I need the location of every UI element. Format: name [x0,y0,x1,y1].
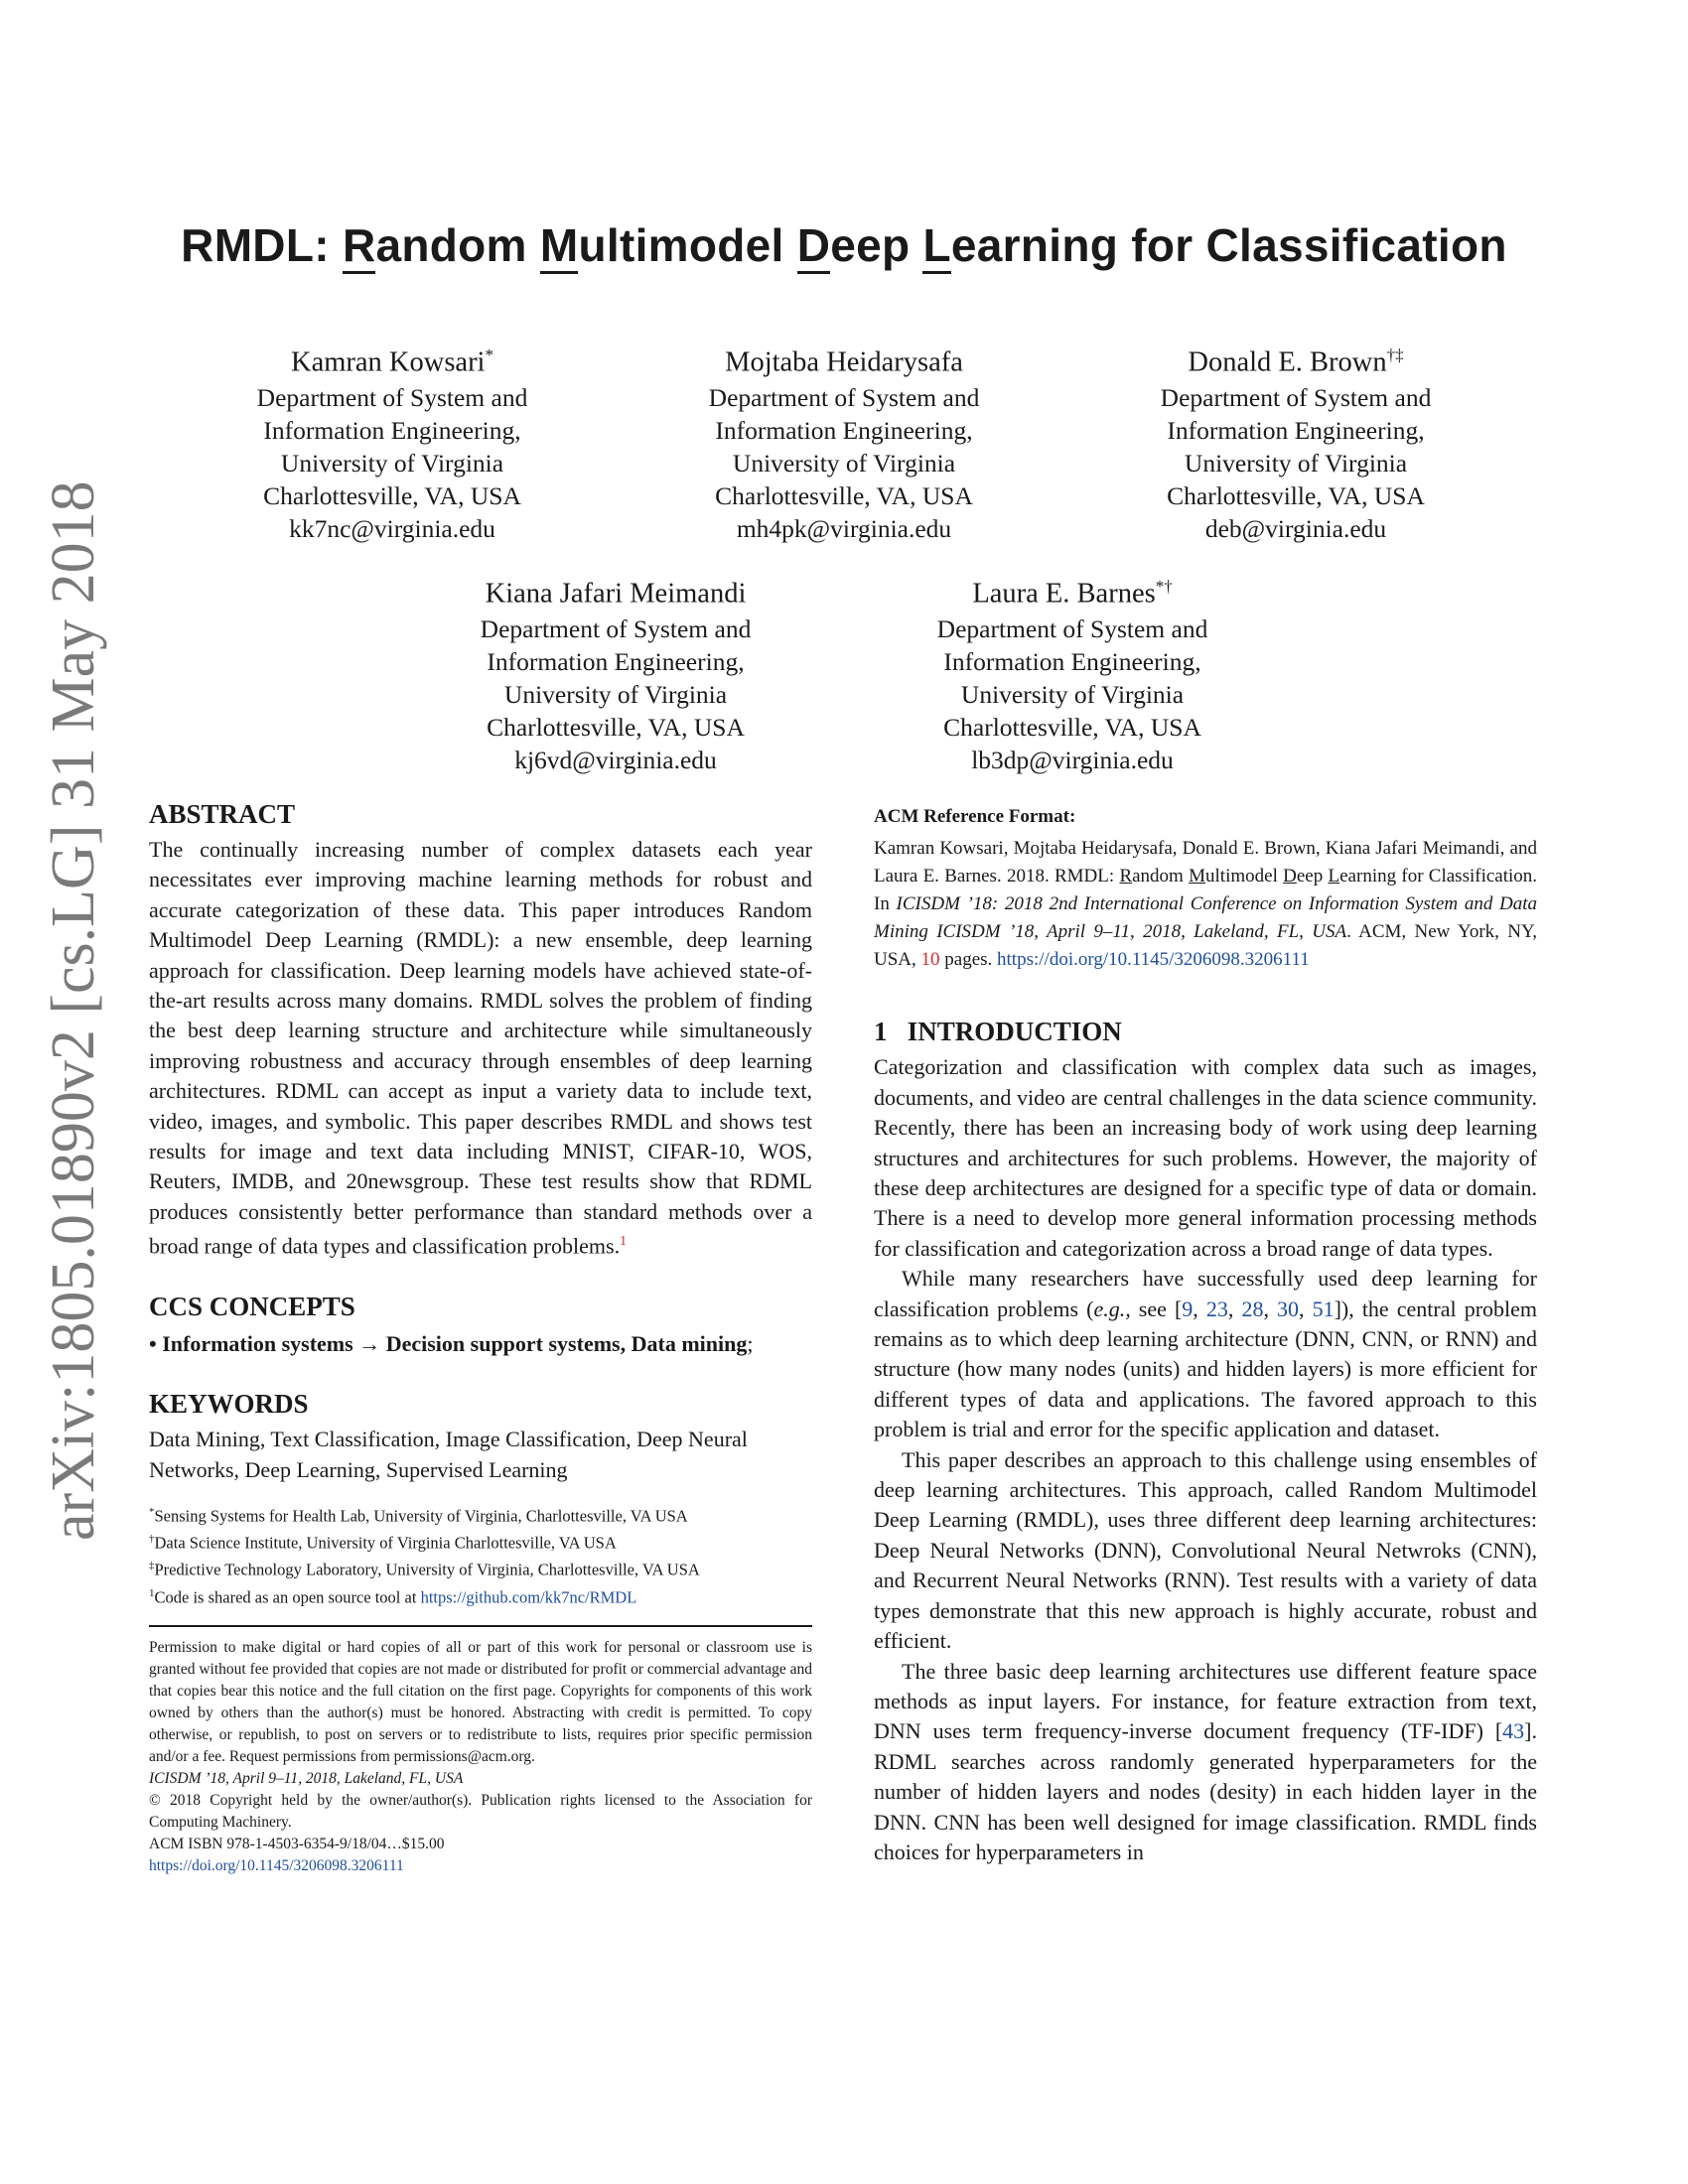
acm-ref-pages-word: pages. [939,948,998,970]
paper-title [0,218,1688,272]
left-column [149,797,812,1877]
author-block [209,338,576,545]
author-mark: *† [1155,577,1173,596]
abstract-body [149,835,812,1262]
title-m: M [540,219,579,274]
arrow-icon: → [358,1331,381,1357]
footnote [149,1582,812,1609]
intro-text: see [ [1130,1296,1183,1321]
footnote-mark: ‡ [149,1560,155,1572]
intro-text: The three basic deep learning architectures use different feature space methods as input layers. For instance, for feature extraction from text, DNN uses term frequency-inverse document frequency (TF-IDF) [ [874,1658,1537,1744]
author-email[interactable]: mh4pk@virginia.edu [736,513,952,543]
author-univ: University of Virginia [503,679,728,709]
author-mark: * [485,345,493,364]
acm-ref-publisher: . ACM, New York, NY, USA, [874,920,1537,970]
author-dept: Information Engineering, [487,646,745,676]
acm-ref-heading: ACM Reference Format: [874,806,1076,827]
author-city: Charlottesville, VA, USA [943,712,1201,742]
author-univ: University of Virginia [280,448,504,478]
ccs-bullet: • [149,1331,157,1357]
intro-paragraph [874,1657,1537,1868]
intro-paragraph: This paper describes an approach to this challenge using ensembles of deep learning architectures. This approach, called Random Multimodel Deep Learning (RMDL), uses three different deep learning architectures: Deep Neural Networks (DNN), Convolutional Neural Netwroks (CNN), and Recurrent Neural Networks (RNN). Test results with a variety of data types demonstrate that this new approach is highly accurate, robust and efficient. [874,1446,1537,1654]
footnote [149,1555,812,1581]
acm-ref-body [874,835,1537,973]
abstract-heading: ABSTRACT [149,799,296,829]
acm-ref-d-rest: eep [1296,866,1324,887]
acm-ref-m-rest: ultimodel [1205,866,1284,887]
author-email[interactable]: lb3dp@virginia.edu [971,745,1174,774]
right-column [874,802,1537,1867]
citation-link[interactable]: 28 [1241,1296,1264,1321]
keywords-heading: KEYWORDS [149,1389,309,1420]
citation-link[interactable]: 23 [1205,1296,1228,1321]
permission-block [149,1637,812,1877]
author-dept: Department of System and [708,382,980,412]
citation-link[interactable]: 9 [1182,1296,1194,1321]
footnote-mark: * [149,1506,155,1519]
author-city: Charlottesville, VA, USA [487,712,745,742]
intro-text: ]. RDML searches across randomly generated hyperparameters for the number of hidden layers and nodes (desity) in each hidden layer in the DNN. CNN has been well designed for image classification. RMDL finds choices for hyperparameters in [874,1718,1537,1864]
intro-text: ]), the central problem remains as to which deep learning architecture (DNN, CNN, or RNN) and structure (how many nodes (units) and hidden layers) is more efficient for different types of data and applications. The favored approach to this problem is trial and error for the specific application and dataset. [874,1296,1538,1442]
abstract-text: The continually increasing number of complex datasets each year necessitates ever improving machine learning methods for robust and accurate categorization of these data. This paper introduces Random Multimodel Deep Learning (RMDL): a new ensemble, deep learning approach for classification. Deep learning models have achieved state-of-the-art results across many domains. RMDL solves the problem of finding the best deep learning structure and architecture while simultaneously improving robustness and accuracy through ensembles of deep learning architectures. RDML can accept as input a variety data to include text, video, images, and symbolic. This paper describes RMDL and shows test results for image and text data including MNIST, CIFAR-10, WOS, Reuters, IMDB, and 20newsgroup. These test results show that RDML produces consistently better performance than standard methods over a broad range of data types and classification problems. [149,837,812,1259]
author-city: Charlottesville, VA, USA [263,480,521,510]
title-m-rest: ultimodel [578,219,797,271]
title-d-rest: eep [830,219,923,271]
author-univ: University of Virginia [960,679,1185,709]
author-block [1112,338,1479,545]
footnote-text: Code is shared as an open source tool at [154,1587,421,1607]
author-dept: Department of System and [936,614,1208,643]
keywords-text: Data Mining, Text Classification, Image Classification, Deep Neural Networks, Deep Learning, Supervised Learning [149,1427,748,1482]
ccs-concepts [149,1329,812,1359]
ccs-text-a: Information systems [162,1331,353,1357]
author-name: Kiana Jafari Meimandi [485,578,747,610]
ccs-end: ; [747,1331,754,1357]
author-city: Charlottesville, VA, USA [1167,480,1425,510]
title-l-rest: earning for Classification [950,219,1507,271]
footnote-text: Data Science Institute, University of Virginia Charlottesville, VA USA [154,1533,617,1553]
divider [149,1625,812,1627]
intro-paragraph: While many researchers have successfully used deep learning for classification problems (e.g., see [9, 23, 28, 30, 51]), the central problem remains as to which deep learning architecture (DNN, CNN, or RNN) and structure (how many nodes (units) and hidden layers) is more efficient for different types of data and applications. The favored approach to this problem is trial and error for the specific application and dataset. [874,1266,1538,1442]
author-dept: Information Engineering, [715,415,973,445]
author-name: Kamran Kowsari [291,346,486,378]
title-l: L [922,219,950,274]
author-dept: Information Engineering, [263,415,521,445]
permission-text: Permission to make digital or hard copies of all or part of this work for personal or classroom use is granted without fee provided that copies are not made or distributed for profit or commercial advantage and that copies bear this notice and the full citation on the first page. Copyrights for components of this work owned by others than the author(s) must be honored. Abstracting with credit is permitted. To copy otherwise, or republish, to post on servers or to redistribute to lists, requires prior specific permission and/or a fee. Request permissions from permissions@acm.org. [149,1638,812,1765]
author-univ: University of Virginia [732,448,956,478]
acm-ref-l: L [1328,866,1340,887]
intro-eg: e.g., [1093,1296,1131,1321]
ccs-text-b: Decision support systems, Data mining [385,1331,748,1357]
venue-line: ICISDM ’18, April 9–11, 2018, Lakeland, FL, USA [149,1769,464,1787]
citation-link[interactable]: 30 [1277,1296,1300,1321]
footnote-text: Predictive Technology Laboratory, University of Virginia, Charlottesville, VA USA [154,1560,700,1579]
intro-text: While many researchers have successfully used deep learning for classification problems ( [874,1266,1537,1321]
author-email[interactable]: kk7nc@virginia.edu [289,513,495,543]
footnote-text: Sensing Systems for Health Lab, University of Virginia, Charlottesville, VA USA [154,1506,688,1526]
acm-ref-doi-link[interactable]: https://doi.org/10.1145/3206098.3206111 [997,948,1310,970]
footnote [149,1501,812,1528]
title-prefix: RMDL: [181,219,343,271]
author-dept: Department of System and [480,614,752,643]
arxiv-stamp: arXiv:1805.01890v2 [cs.LG] 31 May 2018 [40,480,107,1541]
citation-link[interactable]: 51 [1312,1296,1335,1321]
footnote-mark: 1 [149,1586,155,1599]
author-dept: Information Engineering, [1167,415,1425,445]
acm-ref-pages[interactable]: 10 [920,948,940,970]
isbn-line: ACM ISBN 978-1-4503-6354-9/18/04…$15.00 [149,1835,445,1852]
author-email[interactable]: deb@virginia.edu [1204,513,1387,543]
copyright-line: © 2018 Copyright held by the owner/author(s). Publication rights licensed to the Association for Computing Machinery. [149,1791,812,1831]
acm-ref-venue: ICISDM ’18: 2018 2nd International Conference on Information System and Data Mining ICISDM ’18, April 9–11, 2018, Lakeland, FL, USA [874,893,1538,942]
author-city: Charlottesville, VA, USA [715,480,973,510]
acm-ref-r: R [1119,866,1133,887]
author-name: Mojtaba Heidarysafa [725,346,963,378]
citation-link[interactable]: 43 [1502,1718,1525,1744]
author-block [660,338,1028,545]
footnote [149,1528,812,1555]
ccs-heading: CCS CONCEPTS [149,1292,355,1322]
section-number: 1 [874,1017,888,1047]
acm-ref-r-rest: andom [1132,866,1190,887]
intro-heading [874,1015,1537,1048]
intro-paragraph: Categorization and classification with complex data such as images, documents, and video are central challenges in the data science community. Recently, there has been an increasing body of work using deep learning structures and architectures for such problems. However, the majority of these deep architectures are designed for a specific type of data or domain. There is a need to develop more general information processing methods for classification and categorization across a broad range of data types. [874,1054,1537,1261]
author-name: Laura E. Barnes [972,578,1156,610]
acm-ref-d: D [1283,866,1297,887]
author-email[interactable]: kj6vd@virginia.edu [514,745,717,774]
footnotes [149,1501,812,1608]
acm-ref-l-rest: earning for Classification. In [874,866,1538,914]
title-d: D [797,219,831,274]
author-univ: University of Virginia [1184,448,1408,478]
author-dept: Information Engineering, [943,646,1201,676]
footnote-ref[interactable]: 1 [620,1234,628,1250]
section-title: INTRODUCTION [907,1017,1122,1047]
author-block [889,569,1256,776]
github-link[interactable]: https://github.com/kk7nc/RMDL [420,1587,637,1607]
author-mark: †‡ [1386,345,1404,364]
footnote-mark: † [149,1533,155,1546]
title-r-rest: andom [375,219,540,271]
author-name: Donald E. Brown [1188,346,1387,378]
doi-link[interactable]: https://doi.org/10.1145/3206098.3206111 [149,1856,404,1874]
title-r: R [343,219,376,274]
acm-ref-authors: Kamran Kowsari, Mojtaba Heidarysafa, Donald E. Brown, Kiana Jafari Meimandi, and Laura E. Barnes. 2018. RMDL: [874,838,1537,887]
acm-ref-m: M [1189,866,1206,887]
author-dept: Department of System and [256,382,528,412]
author-dept: Department of System and [1160,382,1432,412]
author-block [432,569,799,776]
